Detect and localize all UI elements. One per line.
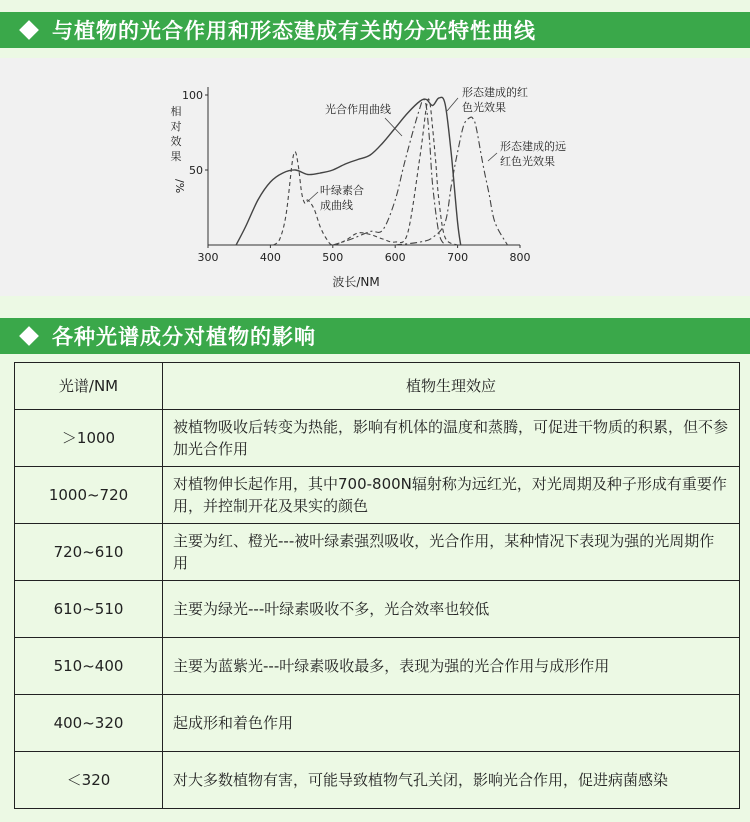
x-tick-label: 700 <box>447 251 469 264</box>
header-spectrum: 光谱/NM <box>15 363 163 410</box>
effect-cell: 被植物吸收后转变为热能，影响有机体的温度和蒸腾，可促进干物质的积累，但不参加光合作用 <box>163 410 740 467</box>
table-row <box>15 695 740 752</box>
header-effect: 植物生理效应 <box>163 363 740 410</box>
section-title: 各种光谱成分对植物的影响 <box>52 325 316 349</box>
effect-cell: 对植物伸长起作用，其中700-800N辐射称为远红光，对光周期及种子形成有重要作用，并控制开花及果实的颜色 <box>163 467 740 524</box>
section-title: 与植物的光合作用和形态建成有关的分光特性曲线 <box>52 19 536 43</box>
spectrum-cell: 400~320 <box>15 695 163 752</box>
series-layer <box>236 97 507 245</box>
x-axis-label: 波长/NM <box>332 275 380 289</box>
annotation-label: 红色光效果 <box>500 155 555 168</box>
x-tick-label: 300 <box>197 251 219 264</box>
spectrum-cell: 510~400 <box>15 638 163 695</box>
table-row <box>15 581 740 638</box>
y-tick-label: 50 <box>189 164 203 177</box>
y-axis-label-unit: /% <box>173 179 186 194</box>
table-body <box>15 410 740 809</box>
spectrum-effects-table <box>14 362 740 809</box>
table-row <box>15 524 740 581</box>
x-tick-label: 400 <box>259 251 281 264</box>
table-row <box>15 410 740 467</box>
spectrum-cell: ＞1000 <box>15 410 163 467</box>
table-row <box>15 752 740 809</box>
annotation-label: 叶绿素合 <box>320 184 364 197</box>
y-axis-label-char: 果 <box>170 150 182 163</box>
annotation-leader <box>447 98 458 111</box>
effect-cell: 对大多数植物有害，可能导致植物气孔关闭，影响光合作用，促进病菌感染 <box>163 752 740 809</box>
annotation-label: 形态建成的红 <box>462 86 528 99</box>
series-line <box>236 97 461 245</box>
table-row <box>15 467 740 524</box>
section-header-spectrum-effects <box>0 318 750 354</box>
annotation-leader <box>385 118 402 136</box>
annotation-leader <box>307 192 318 202</box>
section-header-spectral-curves <box>0 12 750 48</box>
chart-panel <box>0 58 750 296</box>
spectrum-cell: 610~510 <box>15 581 163 638</box>
x-tick-label: 600 <box>384 251 406 264</box>
y-axis-label-char: 效 <box>170 135 182 148</box>
annotation-label: 色光效果 <box>462 101 506 114</box>
annotation-leader <box>488 153 497 161</box>
effect-cell: 起成形和着色作用 <box>163 695 740 752</box>
spectral-curve-chart <box>0 58 750 296</box>
effect-cell: 主要为绿光---叶绿素吸收不多，光合效率也较低 <box>163 581 740 638</box>
annotation-label: 形态建成的远 <box>500 140 566 153</box>
annotation-label: 成曲线 <box>320 199 353 212</box>
annotation-label: 光合作用曲线 <box>325 103 391 116</box>
spectrum-cell: ＜320 <box>15 752 163 809</box>
effect-cell: 主要为蓝紫光---叶绿素吸收最多，表现为强的光合作用与成形作用 <box>163 638 740 695</box>
spectrum-effects-table-wrap <box>14 362 740 809</box>
x-tick-label: 800 <box>509 251 531 264</box>
y-axis-label-char: 对 <box>170 120 182 133</box>
spectrum-cell: 720~610 <box>15 524 163 581</box>
y-axis-label-char: 相 <box>170 105 182 118</box>
y-tick-label: 100 <box>182 89 203 102</box>
labels-layer <box>307 85 566 212</box>
series-line <box>333 100 445 246</box>
x-tick-label: 500 <box>322 251 344 264</box>
table-row <box>15 638 740 695</box>
effect-cell: 主要为红、橙光---被叶绿素强烈吸收，光合作用，某种情况下表现为强的光周期作用 <box>163 524 740 581</box>
spectrum-cell: 1000~720 <box>15 467 163 524</box>
diamond-bullet-icon <box>19 20 39 40</box>
table-header-row <box>15 363 740 410</box>
diamond-bullet-icon <box>19 326 39 346</box>
